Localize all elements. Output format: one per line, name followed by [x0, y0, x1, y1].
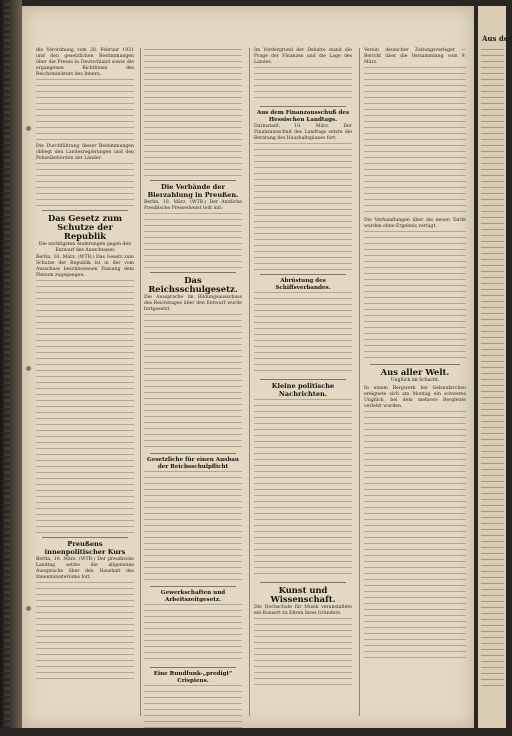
article-text: In einem Bergwerk bei Gelsenkirchen ereignete sich am Montag ein schweres Unglück, bei dem mehrere Bergleute verletzt wurden.	[364, 385, 466, 409]
article-columns	[36, 48, 472, 716]
column-rule	[249, 48, 250, 716]
headline-preussen-kurs: Preußens innenpolitischer Kurs	[44, 540, 126, 556]
body-text-lines	[254, 292, 352, 376]
article-text: Berlin, 10. März. (WTB.) Das Gesetz zum Schutze der Republik ist in der vom Ausschuss beschlossenen Fassung dem Plenum zugegangen.	[36, 255, 134, 278]
headline-schiffsverband: Abrüstung des Schiffsverbandes.	[275, 278, 331, 291]
divider	[370, 364, 460, 365]
scan-binding-edge	[0, 0, 22, 736]
binding-hole	[26, 126, 31, 131]
headline-kleine-nachrichten: Kleine politische Nachrichten.	[271, 382, 335, 398]
article-text: Berlin, 10. März. (WTB.) Der Amtliche Preußische Pressedienst teilt mit:	[144, 200, 242, 211]
divider	[260, 379, 346, 380]
newspaper-page	[22, 6, 474, 728]
next-page-title: Aus der	[482, 34, 512, 43]
scan-bottom-edge	[0, 728, 504, 736]
article-text: Die Verhandlungen über die neuen Tarife wurden ohne Ergebnis vertagt.	[364, 218, 466, 229]
column-3	[254, 48, 352, 716]
headline-republik-gesetz: Das Gesetz zum Schutze der Republik	[47, 213, 123, 241]
article-text: Verein deutscher Zeitungsverleger — Bericht über die Versammlung vom 9. März.	[364, 48, 466, 65]
body-text-lines	[364, 67, 466, 217]
binding-hole	[26, 366, 31, 371]
body-text-lines	[144, 314, 242, 450]
body-text-lines	[254, 399, 352, 579]
body-text-lines	[364, 411, 466, 661]
body-text-lines	[144, 49, 242, 177]
headline-bierzahlung: Die Verbände der Bierzahlung in Preußen.	[147, 183, 239, 199]
body-text-lines	[36, 79, 134, 143]
article-text: Darmstadt, 10. März. Der Finanzausschuß des Landtags setzte die Beratung des Haushaltsplanes fort.	[254, 124, 352, 141]
headline-finanzausschuss: Aus dem Finanzausschuß des Hessischen Landtags.	[256, 110, 350, 123]
divider	[260, 582, 346, 583]
body-text-lines	[254, 67, 352, 103]
headline-reichsschulgesetz: Das Reichsschulgesetz.	[148, 275, 238, 294]
body-text-lines	[144, 471, 242, 583]
body-text-lines	[36, 582, 134, 682]
subheadline: Die wichtigsten Änderungen gegen den Entwurf des Ausschusses	[38, 242, 132, 253]
headline-rundfunk: Eine Rundfunk-„predigt“ Crispiens.	[153, 671, 233, 684]
divider	[150, 453, 236, 454]
divider	[260, 106, 346, 107]
divider	[150, 272, 236, 273]
binding-hole	[26, 606, 31, 611]
divider	[150, 586, 236, 587]
divider	[150, 180, 236, 181]
divider	[42, 537, 128, 538]
article-text: Die Aussprache im Bildungsausschuss des Reichstages über den Entwurf wurde fortgesetzt.	[144, 295, 242, 312]
article-text: Im Vordergrund der Debatte stand die Frage der Finanzen und die Lage des Landes.	[254, 48, 352, 65]
body-text-lines	[144, 213, 242, 269]
subheadline: Unglück im Schacht.	[390, 378, 440, 383]
next-page-edge	[476, 6, 512, 728]
body-text-lines	[254, 618, 352, 688]
article-text: die Verordnung vom 28. Februar 1931 und den gesetzlichen Bestimmungen über die Presse in Deutschland sowie die ergangenen Richtlinien des Reichsministers des Innern.	[36, 48, 134, 77]
body-text-lines	[144, 685, 242, 733]
body-text-lines	[144, 604, 242, 664]
headline-reichsschulpflicht: Gesetzliche für einen Ausbau der Reichsschulpflicht	[147, 457, 239, 470]
column-2	[144, 48, 242, 716]
column-rule	[140, 48, 141, 716]
body-text-lines	[36, 163, 134, 207]
next-page-text-lines	[481, 49, 504, 689]
article-text: Berlin, 10. März. (WTB.) Der preußische Landtag setzte die allgemeine Aussprache über den Haushalt des Innenministeriums fort.	[36, 557, 134, 580]
column-rule	[359, 48, 360, 716]
headline-kunst-wissenschaft: Kunst und Wissenschaft.	[270, 585, 336, 604]
body-text-lines	[364, 231, 466, 361]
divider	[42, 210, 128, 211]
body-text-lines	[36, 280, 134, 534]
article-text: Die Durchführung dieser Bestimmungen obliegt den Landesregierungen und den Polizeibehörden der Länder.	[36, 144, 134, 161]
divider	[260, 274, 346, 275]
binding-holes	[26, 6, 36, 728]
body-text-lines	[254, 143, 352, 271]
article-text: Die Hochschule für Musik veranstaltete ein Konzert zu Ehren ihres Gründers.	[254, 605, 352, 616]
headline-gewerkschaften: Gewerkschaften und Arbeitszeitgesetz.	[160, 590, 226, 603]
column-4	[364, 48, 466, 716]
headline-aus-aller-welt: Aus aller Welt.	[380, 367, 450, 377]
column-1	[36, 48, 134, 716]
divider	[150, 667, 236, 668]
